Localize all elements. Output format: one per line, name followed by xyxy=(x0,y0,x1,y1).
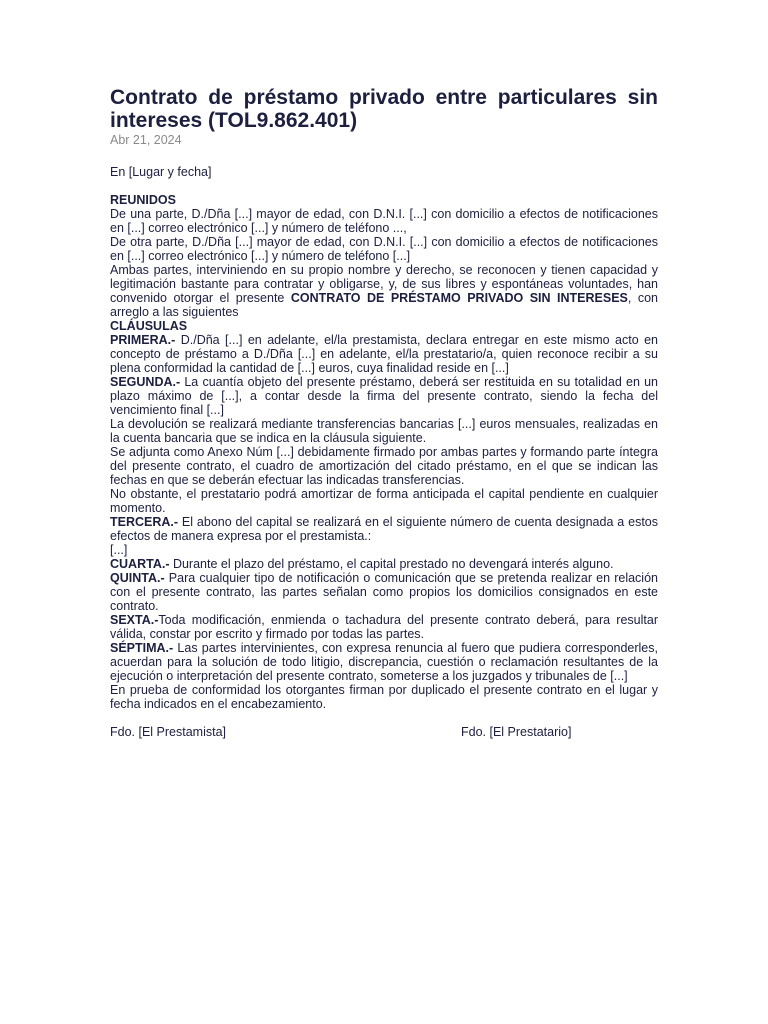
clause-sexta xyxy=(110,613,658,641)
document-page xyxy=(110,86,658,741)
clause-tercera-text: El abono del capital se realizará en el siguiente número de cuenta designada a estos efectos de manera expresa por el prestamista.: xyxy=(110,515,658,543)
clause-primera-label: PRIMERA.- xyxy=(110,333,176,347)
clause-septima-label: SÉPTIMA.- xyxy=(110,641,174,655)
clause-segunda-amortizacion: No obstante, el prestatario podrá amortizar de forma anticipada el capital pendiente en cualquier momento. xyxy=(110,487,658,515)
contract-name-bold: CONTRATO DE PRÉSTAMO PRIVADO SIN INTERESES xyxy=(290,291,628,305)
clause-tercera xyxy=(110,515,658,543)
clause-segunda-anexo: Se adjunta como Anexo Núm [...] debidamente firmado por ambas partes y formando parte íntegra del presente contrato, el cuadro de amortización del citado préstamo, en el que se indican las fechas en que se deberán efectuar las indicadas transferencias. xyxy=(110,445,658,487)
clause-septima-text: Las partes intervinientes, con expresa renuncia al fuero que pudiera corresponderles, acuerdan para la solución de todo litigio, discrepancia, cuestión o reclamación resultantes de la ejecución o interpretación del presente contrato, someterse a los juzgados y tribunales de [...] xyxy=(110,641,658,683)
clause-segunda-devolucion: La devolución se realizará mediante transferencias bancarias [...] euros mensuales, realizadas en la cuenta bancaria que se indica en la cláusula siguiente. xyxy=(110,417,658,445)
clause-quinta xyxy=(110,571,658,613)
clause-quinta-label: QUINTA.- xyxy=(110,571,165,585)
party-one-paragraph: De una parte, D./Dña [...] mayor de edad, con D.N.I. [...] con domicilio a efectos de notificaciones en [...] correo electrónico [...] y número de teléfono ..., xyxy=(110,207,658,235)
clause-segunda-label: SEGUNDA.- xyxy=(110,375,181,389)
ambas-end-text: , con arreglo a las siguientes xyxy=(110,291,658,319)
clause-sexta-label: SEXTA.- xyxy=(110,613,159,627)
document-title: Contrato de préstamo privado entre particulares sin intereses (TOL9.862.401) xyxy=(110,86,658,132)
clause-segunda xyxy=(110,375,658,417)
signature-block xyxy=(110,725,658,741)
reunidos-heading: REUNIDOS xyxy=(110,193,176,207)
place-date-line: En [Lugar y fecha] xyxy=(110,165,212,179)
closing-paragraph: En prueba de conformidad los otorgantes firman por duplicado el presente contrato en el lugar y fecha indicados en el encabezamiento. xyxy=(110,683,658,711)
publication-date: Abr 21, 2024 xyxy=(110,133,182,147)
clause-primera xyxy=(110,333,658,375)
clause-sexta-text: Toda modificación, enmienda o tachadura del presente contrato deberá, para resultar válida, constar por escrito y firmado por todas las partes. xyxy=(110,613,658,641)
clause-tercera-account: [...] xyxy=(110,543,128,557)
clause-tercera-label: TERCERA.- xyxy=(110,515,179,529)
signature-borrower: Fdo. [El Prestatario] xyxy=(461,725,572,739)
clause-quinta-text: Para cualquier tipo de notificación o comunicación que se pretenda realizar en relación con el presente contrato, las partes señalan como propios los domicilios consignados en este contrato. xyxy=(110,571,658,613)
party-two-paragraph: De otra parte, D./Dña [...] mayor de edad, con D.N.I. [...] con domicilio a efectos de notificaciones en [...] correo electrónico [...] y número de teléfono [...] xyxy=(110,235,658,263)
clause-cuarta-text: Durante el plazo del préstamo, el capital prestado no devengará interés alguno. xyxy=(169,557,614,571)
clause-primera-text: D./Dña [...] en adelante, el/la prestamista, declara entregar en este mismo acto en concepto de préstamo a D./Dña [...] en adelante, el/la prestatario/a, quien reconoce recibir a su plena conformidad la cantidad de [...] euros, cuya finalidad reside en [...] xyxy=(110,333,658,375)
clause-septima xyxy=(110,641,658,683)
clause-segunda-text: La cuantía objeto del presente préstamo, deberá ser restituida en su totalidad en un plazo máximo de [...], a contar desde la firma del presente contrato, siendo la fecha del vencimiento final [...] xyxy=(110,375,658,417)
ambas-intro-text: Ambas partes, interviniendo en su propio nombre y derecho, se reconocen y tienen capacidad y legitimación bastante para contratar y obligarse, y, de sus libres y espontáneas voluntades, han convenido otorgar el presente xyxy=(110,263,658,305)
clause-cuarta-label: CUARTA.- xyxy=(110,557,170,571)
clausulas-heading: CLÁUSULAS xyxy=(110,319,188,333)
clause-cuarta xyxy=(110,557,658,571)
signature-lender: Fdo. [El Prestamista] xyxy=(110,725,227,739)
ambas-partes-paragraph xyxy=(110,263,658,319)
